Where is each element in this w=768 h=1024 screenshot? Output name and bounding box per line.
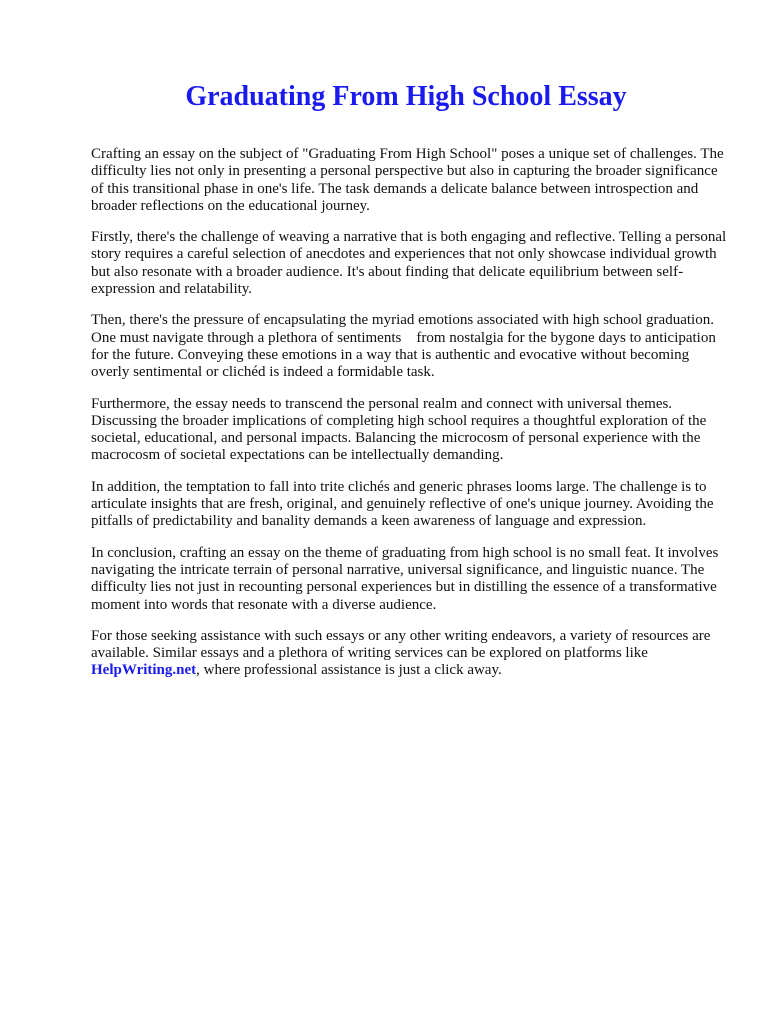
paragraph-5: In addition, the temptation to fall into trite clichés and generic phrases looms large. The challenge is to articulate insights that are fresh, original, and genuinely reflective of one's unique journey. Avoiding the pitfalls of predictability and banality demands a keen awareness of language and expression.	[91, 478, 714, 530]
closing-text-after: , where professional assistance is just a click away.	[196, 662, 502, 679]
paragraph-6: In conclusion, crafting an essay on the theme of graduating from high school is no small feat. It involves navigating the intricate terrain of personal narrative, universal significance, and linguistic nuance. The difficulty lies not just in recounting personal experiences but in distilling the essence of a transformative moment into words that resonate with a diverse audience.	[91, 544, 719, 613]
paragraph-4: Furthermore, the essay needs to transcend the personal realm and connect with universal themes. Discussing the broader implications of completing high school requires a thoughtful exploration of the societal, educational, and personal impacts. Balancing the microcosm of personal experience with the macrocosm of societal expectations can be intellectually demanding.	[91, 395, 707, 464]
closing-paragraph	[91, 628, 731, 680]
paragraph-1: Crafting an essay on the subject of "Graduating From High School" poses a unique set of challenges. The difficulty lies not only in presenting a personal perspective but also in capturing the broader significance of this transitional phase in one's life. The task demands a delicate balance between introspection and broader reflections on the educational journey.	[91, 146, 724, 214]
paragraph-2: Firstly, there's the challenge of weaving a narrative that is both engaging and reflective. Telling a personal story requires a careful selection of anecdotes and experiences that not only showcase individual growth but also resonate with a broader audience. It's about finding that delicate equilibrium between self-expression and relatability.	[91, 229, 727, 298]
essay-body	[91, 146, 731, 694]
paragraph-3: Then, there's the pressure of encapsulating the myriad emotions associated with high school graduation. One must navigate through a plethora of sentiments from nostalgia for the bygone days to anticipation for the future. Conveying these emotions in a way that is authentic and evocative without becoming overly sentimental or clichéd is indeed a formidable task.	[91, 312, 720, 381]
closing-text-before: For those seeking assistance with such essays or any other writing endeavors, a variety of resources are available. Similar essays and a plethora of writing services can be explored on platforms like	[91, 627, 711, 662]
helpwriting-link[interactable]: HelpWriting.net	[91, 662, 197, 679]
page-title: Graduating From High School Essay	[185, 81, 627, 112]
